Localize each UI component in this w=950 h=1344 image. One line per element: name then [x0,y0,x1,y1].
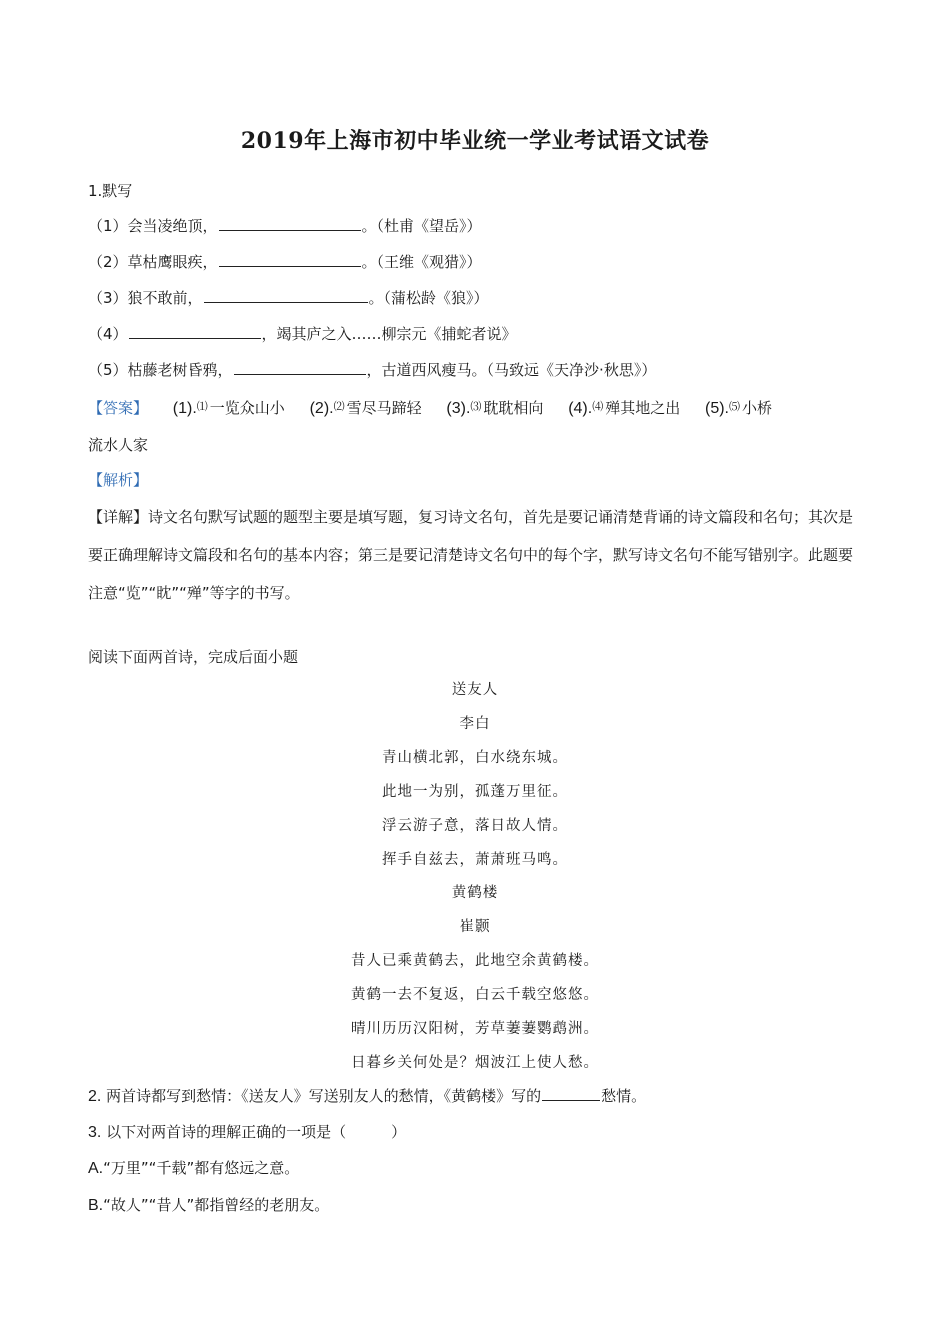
answer-blank[interactable] [542,1085,600,1101]
question-3: 3. 以下对两首诗的理解正确的一项是（ ） [88,1123,407,1141]
poem-author: 李白 [459,716,491,732]
detail-paragraph [88,498,866,612]
q1-item-3: （3）狼不敢前， 。（蒲松龄《狼》） [88,289,489,307]
option-b[interactable]: B.“故人”“昔人”都指曾经的老朋友。 [88,1196,330,1214]
q1-item-4: （4） ，竭其庐之入……柳宗元《捕蛇者说》 [88,325,517,343]
q1-item-5: （5）枯藤老树昏鸦， ，古道西风瘦马。（马致远《天净沙·秋思》） [88,361,657,379]
answer-blank[interactable] [234,359,366,375]
reading-intro: 阅读下面两首诗，完成后面小题 [88,648,299,666]
option-a[interactable]: A.“万里”“千载”都有悠远之意。 [88,1159,300,1177]
poem-line: 黄鹤一去不复返，白云千载空悠悠。 [351,987,599,1003]
answer-item: (5).⑸ 小桥 [704,399,772,417]
poem-line: 青山横北郭，白水绕东城。 [382,750,568,766]
poem-title: 送友人 [451,682,499,698]
poem-line: 日暮乡关何处是？烟波江上使人愁。 [351,1055,599,1071]
poem-author: 崔颢 [459,919,491,935]
poem-line: 浮云游子意，落日故人情。 [382,818,568,834]
analysis-tag: 【解析】 [88,471,149,489]
detail-tag: 【详解】 [88,508,149,526]
page-title: 2019年上海市初中毕业统一学业考试语文试卷 [240,128,710,154]
answer-blank[interactable] [129,323,261,339]
answer-item: (3).⑶ 耽耽相向 [446,399,544,417]
q1-item-1: （1）会当凌绝顶， 。（杜甫《望岳》） [88,217,482,235]
answer-item: (4).⑷ 殚其地之出 [568,399,681,417]
answer-item: (2).⑵ 雪尽马蹄轻 [309,399,422,417]
poem-line: 此地一为别，孤蓬万里征。 [382,784,568,800]
q1-heading: 1.默写 [88,182,133,200]
answer-blank[interactable] [219,215,361,231]
answer-tag: 【答案】 [88,399,149,417]
poem-line: 昔人已乘黄鹤去，此地空余黄鹤楼。 [351,953,599,969]
detail-text: 诗文名句默写试题的题型主要是填写题，复习诗文名句，首先是要记诵清楚背诵的诗文篇段和名句；其次是要正确理解诗文篇段和名句的基本内容；第三是要记清楚诗文名句中的每个字，默写诗文名句不能写错别字。此题要注意“览”“眈”“殚”等字的书写。 [88,508,854,602]
answer-item: (1).⑴ 一览众山小 [172,399,285,417]
poem-line: 挥手自兹去，萧萧班马鸣。 [382,852,568,868]
answer-blank[interactable] [219,251,361,267]
answer-blank[interactable] [204,287,368,303]
question-2: 2. 两首诗都写到愁情：《送友人》写送别友人的愁情，《黄鹤楼》写的 愁情。 [88,1087,647,1105]
poem-line: 晴川历历汉阳树，芳草萋萋鹦鹉洲。 [351,1021,599,1037]
poem-title: 黄鹤楼 [451,885,499,901]
q1-item-2: （2）草枯鹰眼疾， 。（王维《观猎》） [88,253,482,271]
answer-line [88,396,772,420]
answer-continuation: 流水人家 [88,436,149,454]
